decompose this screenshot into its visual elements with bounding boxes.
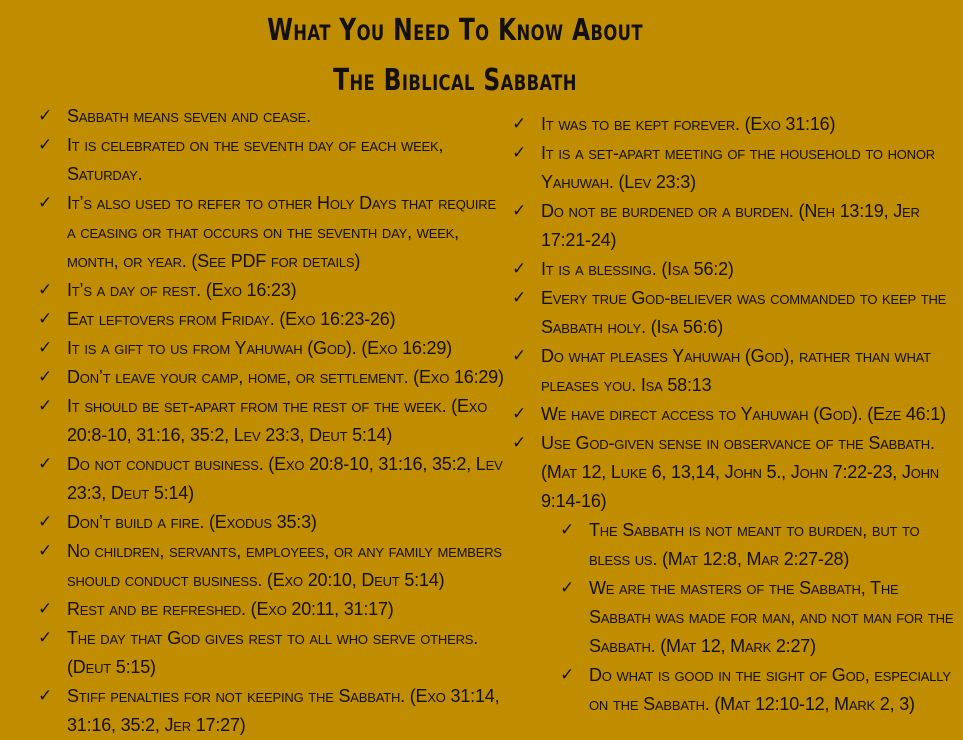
right-column — [512, 110, 957, 719]
checkmark-icon: ✓ — [38, 512, 53, 532]
list-item: ✓ Eat leftovers from Friday. (Exo 16:23-26) — [38, 305, 508, 334]
list-item: ✓ Do not be burdened or a burden. (Neh 13:19, Jer 17:21-24) — [512, 197, 957, 255]
list-item: ✓ It’s also used to refer to other Holy Days that require a ceasing or that occurs on the seventh day, week, month, or year. (See PDF for details) — [38, 189, 508, 276]
checkmark-icon: ✓ — [38, 628, 53, 648]
checkmark-icon: ✓ — [38, 541, 53, 561]
page-title — [100, 6, 810, 106]
list-item: ✓ Stiff penalties for not keeping the Sabbath. (Exo 31:14, 31:16, 35:2, Jer 17:27) — [38, 682, 508, 740]
checkmark-icon: ✓ — [38, 396, 53, 416]
checkmark-icon: ✓ — [512, 259, 527, 279]
list-item: ✓ It’s a day of rest. (Exo 16:23) — [38, 276, 508, 305]
list-item: ✓ It is a gift to us from Yahuwah (God). (Exo 16:29) — [38, 334, 508, 363]
list-item: ✓ Don’t leave your camp, home, or settlement. (Exo 16:29) — [38, 363, 508, 392]
checkmark-icon: ✓ — [560, 665, 575, 685]
checkmark-icon: ✓ — [38, 686, 53, 706]
checkmark-icon: ✓ — [512, 114, 527, 134]
list-item: ✓ It should be set-apart from the rest of the week. (Exo 20:8-10, 31:16, 35:2, Lev 23:3, Deut 5:14) — [38, 392, 508, 450]
checkmark-icon: ✓ — [512, 346, 527, 366]
checkmark-icon: ✓ — [560, 520, 575, 540]
checkmark-icon: ✓ — [38, 135, 53, 155]
list-item: ✓ Every true God-believer was commanded to keep the Sabbath holy. (Isa 56:6) — [512, 284, 957, 342]
list-item: ✓ Do not conduct business. (Exo 20:8-10, 31:16, 35:2, Lev 23:3, Deut 5:14) — [38, 450, 508, 508]
left-column — [38, 102, 508, 740]
checkmark-icon: ✓ — [38, 599, 53, 619]
list-item: ✓ We have direct access to Yahuwah (God). (Eze 46:1) — [512, 400, 957, 429]
checkmark-icon: ✓ — [512, 433, 527, 453]
list-item: ✓ The day that God gives rest to all who serve others. (Deut 5:15) — [38, 624, 508, 682]
title-line-2: The Biblical Sabbath — [333, 63, 577, 98]
checkmark-icon: ✓ — [38, 454, 53, 474]
checkmark-icon: ✓ — [512, 143, 527, 163]
checkmark-icon: ✓ — [512, 288, 527, 308]
checkmark-icon: ✓ — [38, 309, 53, 329]
list-item: ✓ No children, servants, employees, or any family members should conduct business. (Exo 20:10, Deut 5:14) — [38, 537, 508, 595]
sub-list-item: ✓ We are the masters of the Sabbath, The Sabbath was made for man, and not man for the Sabbath. (Mat 12, Mark 2:27) — [560, 574, 957, 661]
sub-list-item: ✓ The Sabbath is not meant to burden, but to bless us. (Mat 12:8, Mar 2:27-28) — [560, 516, 957, 574]
list-item: ✓ Sabbath means seven and cease. — [38, 102, 508, 131]
title-line-1: What You Need To Know About — [267, 13, 643, 48]
checkmark-icon: ✓ — [38, 367, 53, 387]
checkmark-icon: ✓ — [512, 404, 527, 424]
list-item: ✓ Don’t build a fire. (Exodus 35:3) — [38, 508, 508, 537]
sub-list-item: ✓ Do what is good in the sight of God, especially on the Sabbath. (Mat 12:10-12, Mark 2, 3) — [560, 661, 957, 719]
checkmark-icon: ✓ — [560, 578, 575, 598]
list-item: ✓ It was to be kept forever. (Exo 31:16) — [512, 110, 957, 139]
list-item: ✓ Rest and be refreshed. (Exo 20:11, 31:17) — [38, 595, 508, 624]
checkmark-icon: ✓ — [38, 193, 53, 213]
checkmark-icon: ✓ — [38, 280, 53, 300]
list-item: ✓ It is a set-apart meeting of the household to honor Yahuwah. (Lev 23:3) — [512, 139, 957, 197]
list-item: ✓ Use God-given sense in observance of the Sabbath. (Mat 12, Luke 6, 13,14, John 5., John 7:22-23, John 9:14-16) — [512, 429, 957, 516]
list-item: ✓ Do what pleases Yahuwah (God), rather than what pleases you. Isa 58:13 — [512, 342, 957, 400]
checkmark-icon: ✓ — [38, 338, 53, 358]
checkmark-icon: ✓ — [512, 201, 527, 221]
list-item: ✓ It is a blessing. (Isa 56:2) — [512, 255, 957, 284]
list-item: ✓ It is celebrated on the seventh day of each week, Saturday. — [38, 131, 508, 189]
checkmark-icon: ✓ — [38, 106, 53, 126]
